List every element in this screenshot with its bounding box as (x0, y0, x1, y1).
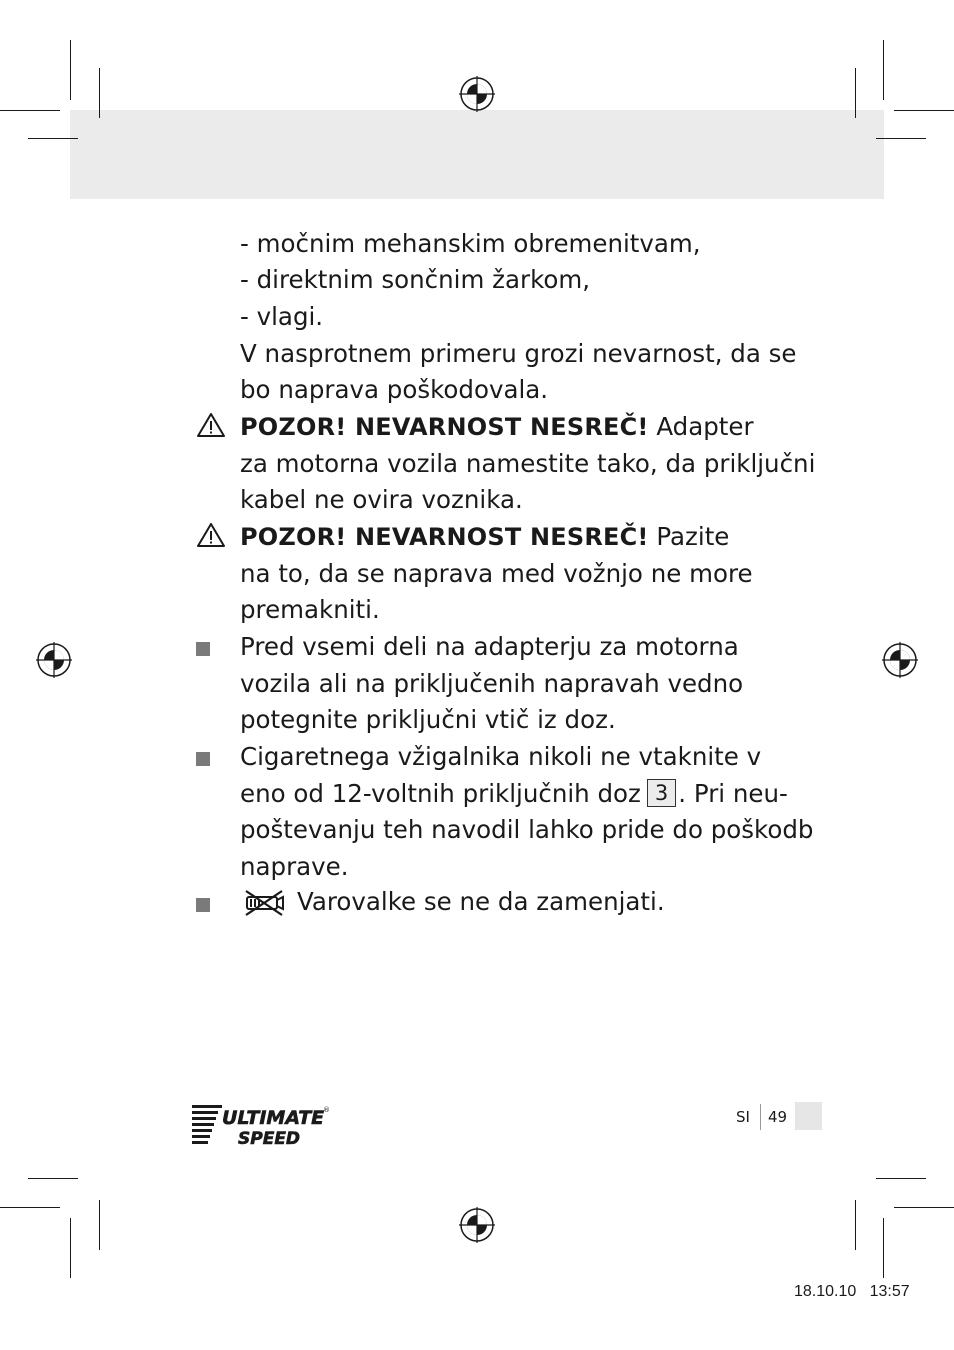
crop-mark-tl-h1 (0, 110, 60, 111)
print-timestamp: 18.10.10 13:57 (794, 1283, 910, 1300)
warning-heading: POZOR! NEVARNOST NESREČ! (240, 413, 649, 441)
crop-mark-tl-v2 (99, 68, 100, 118)
warning-line: na to, da se naprava med vožnjo ne more (240, 559, 753, 588)
warning-triangle-icon (196, 522, 226, 548)
list-item: - direktnim sončnim žarkom, (240, 265, 591, 294)
crop-mark-bl-h1 (0, 1207, 60, 1208)
bullet-line: naprave. (240, 852, 349, 881)
warning-line (240, 519, 729, 555)
crop-mark-tl-h2 (28, 138, 78, 139)
warning-text: Pazite (648, 522, 730, 551)
crop-mark-tl-v1 (70, 40, 71, 100)
warning-triangle-icon (196, 412, 226, 438)
registration-mark-icon (36, 642, 72, 678)
list-item: - močnim mehanskim obremenitvam, (240, 229, 701, 258)
list-item: - vlagi. (240, 302, 324, 331)
square-bullet-icon (196, 898, 210, 912)
square-bullet-icon (196, 752, 210, 766)
reference-number-box: 3 (647, 779, 676, 807)
logo-text-line1: ULTIMATE (222, 1107, 325, 1129)
bullet-text: . Pri neu- (678, 779, 788, 808)
crop-mark-tr-v1 (883, 40, 884, 100)
paragraph-line: V nasprotnem primeru grozi nevarnost, da se (240, 339, 797, 368)
warning-line: premakniti. (240, 595, 380, 624)
warning-line: za motorna vozila namestite tako, da priključni (240, 449, 816, 478)
no-fuse-replace-icon (243, 888, 285, 918)
registration-mark-icon (882, 642, 918, 678)
crop-mark-br-h1 (894, 1207, 954, 1208)
footer-tab-box (795, 1102, 822, 1130)
warning-heading: POZOR! NEVARNOST NESREČ! (240, 523, 649, 551)
registration-mark-icon (459, 1207, 495, 1243)
bullet-text: eno od 12-voltnih priključnih doz (240, 779, 641, 808)
crop-mark-tr-h1 (894, 110, 954, 111)
footer-divider (760, 1104, 761, 1130)
bullet-line: vozila ali na priključenih napravah vedno (240, 669, 744, 698)
bullet-line: Pred vsemi deli na adapterju za motorna (240, 632, 739, 661)
logo-registered-mark: ® (323, 1106, 330, 1114)
bullet-line: poštevanju teh navodil lahko pride do poškodb (240, 815, 814, 844)
page-number: 49 (768, 1108, 788, 1126)
warning-text: Adapter (648, 412, 754, 441)
warning-line: kabel ne ovira voznika. (240, 485, 523, 514)
crop-mark-tr-h2 (876, 138, 926, 139)
bullet-line: Cigaretnega vžigalnika nikoli ne vtaknite v (240, 742, 762, 771)
square-bullet-icon (196, 642, 210, 656)
crop-mark-br-h2 (876, 1178, 926, 1179)
crop-mark-br-v2 (855, 1200, 856, 1250)
warning-line (240, 409, 754, 445)
crop-mark-tr-v2 (855, 68, 856, 118)
ultimate-speed-logo (192, 1102, 332, 1148)
crop-mark-bl-h2 (28, 1178, 78, 1179)
bullet-line: Varovalke se ne da zamenjati. (297, 887, 665, 916)
bullet-line (240, 776, 788, 812)
footer-language: SI (736, 1108, 750, 1126)
header-band (70, 110, 884, 199)
paragraph-line: bo naprava poškodovala. (240, 375, 549, 404)
logo-text-line2: SPEED (238, 1129, 301, 1148)
crop-mark-bl-v1 (70, 1218, 71, 1278)
crop-mark-bl-v2 (99, 1200, 100, 1250)
registration-mark-icon (459, 76, 495, 112)
bullet-line: potegnite priključni vtič iz doz. (240, 705, 616, 734)
crop-mark-br-v1 (883, 1218, 884, 1278)
